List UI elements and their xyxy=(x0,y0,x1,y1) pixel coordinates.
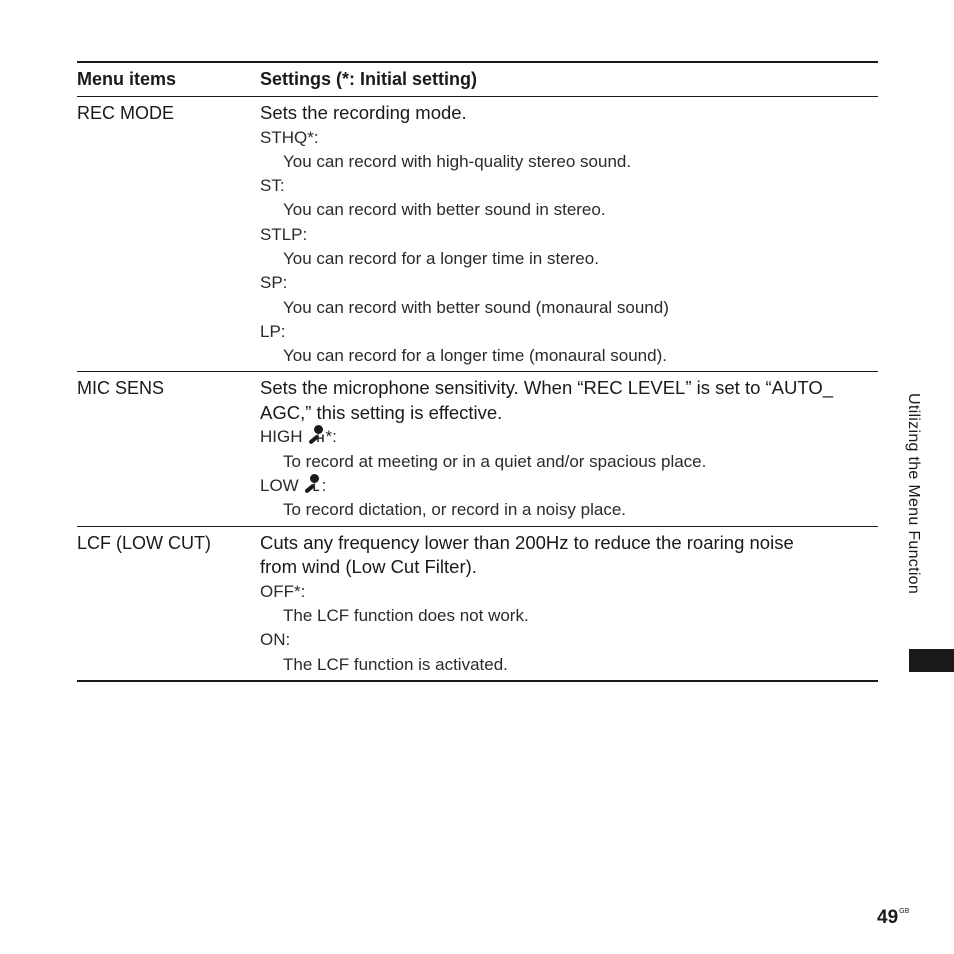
menu-item-settings xyxy=(260,97,878,371)
page-number-suffix: GB xyxy=(899,908,910,915)
menu-item-settings xyxy=(260,527,878,680)
option-description: You can record with high-quality stereo sound. xyxy=(283,151,632,171)
option-label-text: HIGH xyxy=(260,427,303,447)
table-header xyxy=(77,63,878,96)
menu-item-name: LCF (LOW CUT) xyxy=(77,532,211,553)
option-label: ST: xyxy=(260,176,285,196)
option-label-suffix: *: xyxy=(325,427,337,447)
header-settings: Settings (*: Initial setting) xyxy=(260,69,478,89)
table-row-mic-sens xyxy=(77,372,878,525)
menu-item-name: REC MODE xyxy=(77,103,175,123)
page-number xyxy=(877,907,909,929)
option-label: STHQ*: xyxy=(260,127,319,147)
option-description: You can record for a longer time in stereo. xyxy=(283,248,599,268)
option-description: To record at meeting or in a quiet and/or spacious place. xyxy=(283,451,707,471)
mic-icon-letter: H xyxy=(316,433,325,446)
setting-description: Sets the recording mode. xyxy=(260,102,467,123)
option-description: The LCF function does not work. xyxy=(283,605,529,625)
setting-description-line2: from wind (Low Cut Filter). xyxy=(260,556,477,578)
mic-low-icon xyxy=(302,474,322,494)
page-number-value: 49 xyxy=(877,907,899,928)
option-label: SP: xyxy=(260,273,288,293)
setting-description-line1: Cuts any frequency lower than 200Hz to reduce the roaring noise xyxy=(260,531,794,553)
option-description: You can record with better sound (monaural sound) xyxy=(283,297,669,317)
settings-table xyxy=(77,61,878,682)
table-row-lcf xyxy=(77,527,878,680)
option-label-low xyxy=(260,474,878,498)
mic-high-icon xyxy=(306,425,326,445)
option-description: The LCF function is activated. xyxy=(283,654,508,674)
option-label: STLP: xyxy=(260,224,308,244)
option-label-high xyxy=(260,425,878,449)
option-label: LP: xyxy=(260,321,286,341)
section-side-label: Utilizing the Menu Function xyxy=(905,393,922,595)
header-menu-items: Menu items xyxy=(77,69,177,89)
setting-description-line2: AGC,” this setting is effective. xyxy=(260,401,503,423)
table-row-rec-mode xyxy=(77,97,878,371)
option-label-text: LOW xyxy=(260,476,299,496)
mic-icon-letter: L xyxy=(312,482,320,495)
table-bottom-rule xyxy=(77,680,878,682)
option-label: ON: xyxy=(260,630,291,650)
option-description: To record dictation, or record in a noisy place. xyxy=(283,500,627,520)
section-tab-marker xyxy=(909,649,954,672)
option-label-suffix: : xyxy=(321,476,327,496)
option-description: You can record with better sound in stereo. xyxy=(283,200,606,220)
option-description: You can record for a longer time (monaural sound). xyxy=(283,346,667,366)
setting-description-line1: Sets the microphone sensitivity. When “REC LEVEL” is set to “AUTO_ xyxy=(260,377,834,399)
menu-item-settings xyxy=(260,372,878,525)
option-label: OFF*: xyxy=(260,581,306,601)
menu-item-name: MIC SENS xyxy=(77,378,165,399)
